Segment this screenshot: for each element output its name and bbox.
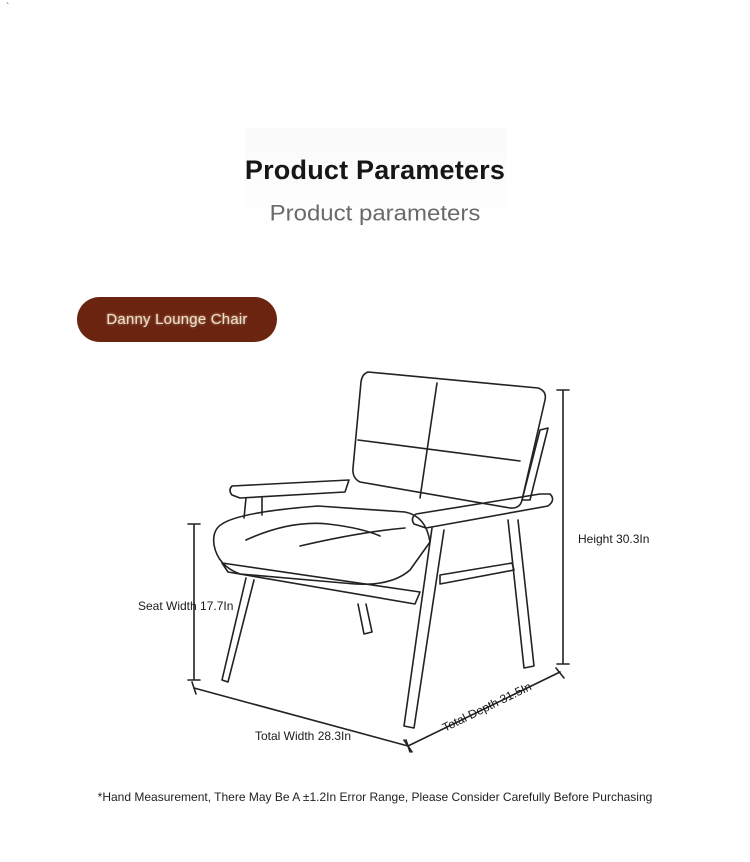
total-depth-label: Total Depth 31.5In xyxy=(440,679,534,735)
corner-mark: ` xyxy=(6,2,10,13)
back-cushion xyxy=(353,372,545,508)
seat-seam-2 xyxy=(300,528,405,546)
measurement-disclaimer: *Hand Measurement, There May Be A ±1.2In Error Range, Please Consider Carefully Before Purchasing xyxy=(97,790,653,804)
height-dimension-line xyxy=(557,390,569,664)
back-left-leg xyxy=(358,604,372,634)
back-frame xyxy=(522,428,548,500)
left-armrest xyxy=(230,480,349,498)
front-right-leg xyxy=(404,528,444,728)
right-armrest xyxy=(412,494,552,528)
back-right-leg xyxy=(508,520,534,668)
back-seam-v xyxy=(420,383,437,498)
total-width-label: Total Width 28.3In xyxy=(255,729,352,743)
seat-frame xyxy=(222,563,420,604)
height-label: Height 30.3In xyxy=(578,532,650,546)
rear-rail xyxy=(440,563,514,584)
page-title: Product Parameters xyxy=(244,155,506,185)
seat-cushion xyxy=(214,506,430,584)
back-seam-h xyxy=(358,440,520,461)
seat-width-label: Seat Width 17.7In xyxy=(138,599,234,613)
page-subtitle: Product parameters xyxy=(269,201,481,226)
seat-seam xyxy=(246,523,380,540)
front-left-leg xyxy=(222,578,254,682)
product-name-label: Danny Lounge Chair xyxy=(106,311,248,328)
